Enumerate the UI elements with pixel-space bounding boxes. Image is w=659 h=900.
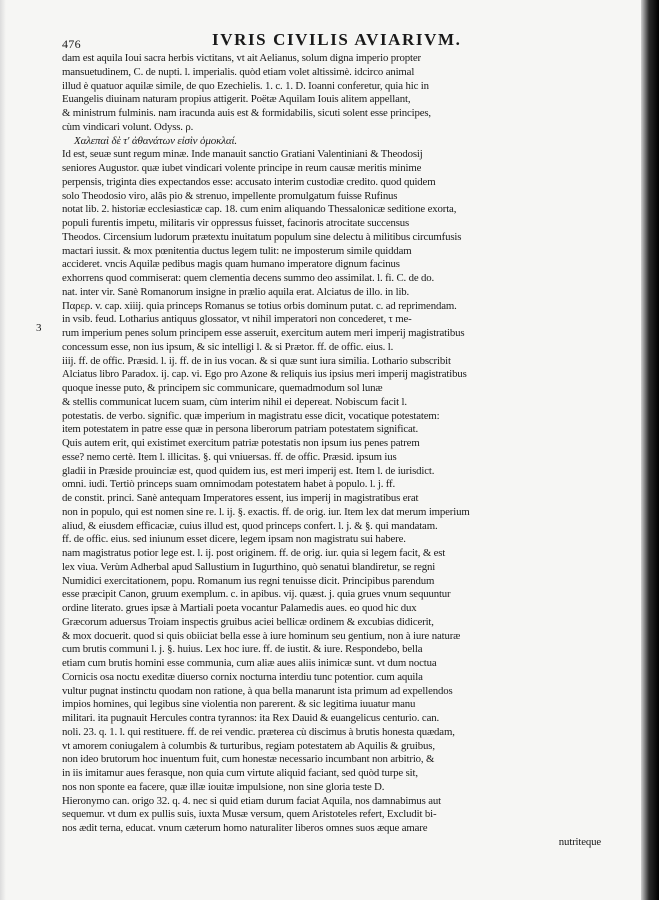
text-line: accideret. vncis Aquilæ pedibus magis quam humano imperatore dignum facinus: [62, 258, 400, 271]
text-line: gladii in Præside prouinciæ est, quod quidem ius, est meri imperij est. Item l. de iurisdict.: [62, 464, 435, 477]
text-line: quoque inesse puto, & principem sic communicare, quemadmodum sol lunæ: [62, 382, 383, 394]
text-line: nos ædit terna, educat. vnum cæterum homo naturaliter liberos omnes suos æque amare: [62, 822, 428, 834]
text-line: nos non sponte ea facere, quæ illæ iouitæ impulsione, non sine gloria teste D.: [62, 780, 385, 793]
text-line: nam magistratus potior lege est. l. ij. post originem. ff. de orig. iur. quia si legem facit, & est: [62, 547, 446, 559]
text-line: Παρερ. v. cap. xiiij. quia princeps Romanus se totius orbis dominum putat. c. ad reprimendam.: [62, 299, 457, 312]
text-line: potestatis. de verbo. signific. quæ imperium in magistratu esse dicit, vocatique potestatem:: [62, 409, 440, 422]
text-line: omni. iudi. Tertiò princeps suam omnimodam potestatem habet à populo. l. j. ff.: [62, 478, 396, 491]
text-line: noli. 23. q. 1. l. qui restituere. ff. de rei vendic. præterea cù discimus à brutis honesta quædam,: [62, 725, 455, 738]
text-line: exhorrens quod commiserat: quem clementia decens summo deo assimilat. l. fi. C. de do.: [62, 272, 435, 284]
text-line: perpensis, triginta dies expectandos esse: accusato interim custodiæ credito. quod quidem: [62, 175, 436, 188]
text-line: Euangelis diuinam naturam propius attigerit. Poëtæ Aquilam Iouis alitem appellant,: [62, 93, 411, 106]
text-line: cùm vindicari volunt. Odyss. ρ.: [62, 120, 194, 133]
text-line: illud è quatuor aquilæ simile, de quo Ezechielis. 1. c. 1. D. Ioanni conferetur, quia hic in: [62, 79, 429, 92]
text-line: & ministrum fulminis. nam iracunda auis est & formidabilis, sicuti solent esse principes,: [62, 107, 431, 119]
text-line: sequemur. vt dum ex pullis suis, iuxta Musæ versum, quem Aristoteles refert, Excludit bi-: [62, 808, 437, 821]
text-line: cum brutis communi l. j. §. huius. Lex hoc iure. ff. de iustit. & iure. Respondebo, bella: [62, 643, 423, 656]
text-line: nat. inter vir. Sanè Romanorum insigne in prælio aquila erat. Alciatus de illo. in lib.: [62, 285, 410, 298]
text-line: non ideo brutorum hoc inuentum fuit, cum honestæ necessario incumbant non arbitrio, &: [62, 753, 435, 766]
text-line: Alciatus libro Paradox. ij. cap. vi. Ego pro Azone & reliquis ius ipsius meri imperij magistratibus: [62, 368, 467, 381]
text-line: notat lib. 2. historiæ ecclesiasticæ cap. 18. cum enim aliquando Thessalonicæ seditione exorta,: [62, 203, 457, 216]
text-line: in iis imitamur aues ferasque, non quia cum virtute aliquid faciant, sed quòd turpe sit,: [62, 767, 418, 779]
page-header: [62, 30, 607, 52]
text-line: nutriteque: [558, 835, 601, 848]
text-line: ordine literato. grues ipsæ à Martiali poeta vocantur Palamedis aues. eo quod hic dux: [62, 602, 417, 614]
text-line: mansuetudinem, C. de nupti. l. imperialis. quòd etiam volet altissimè. idcirco animal: [62, 65, 415, 78]
text-line: Numidici exercitationem, popu. Romanum ius regni tenuisse dicit. Principibus parendum: [62, 574, 435, 587]
text-line: aliud, & eiusdem efficaciæ, cuius illud est, quod princeps confert. l. j. & §. qui mandatam.: [62, 519, 438, 532]
margin-note: 3: [36, 322, 42, 334]
text-line: populi furentis impetu, militaris vir oppressus fuisset, facinoris atrocitate succensus: [62, 217, 410, 229]
text-line: militari. ita pugnauit Hercules contra tyrannos: ita Rex Dauid & euangelicus centurio. can.: [62, 712, 440, 724]
text-line: vt amorem coniugalem à columbis & turturibus, regiam potestatem ab Aquilis & gruibus,: [62, 739, 435, 752]
text-line: impios homines, qui legibus sine violentia non parerent. & sic legitima iuuatur manu: [62, 698, 416, 711]
body-text: [62, 52, 607, 850]
text-line: solo Theodosio viro, alâs pio & strenuo, impellente promulgatum fuisse Rufinus: [62, 189, 398, 202]
text-line: concessum esse, non ius ipsum, & sic intelligi l. & si Prætor. ff. de offic. eius. l.: [62, 340, 394, 353]
text-line: iiij. ff. de offic. Præsid. l. ij. ff. de in ius vocan. & si quæ sunt iura similia. Lothario subscribit: [62, 354, 451, 367]
text-line: de constit. princi. Sanè antequam Imperatores essent, ius imperij in magistratibus erat: [62, 492, 419, 504]
text-line: esse? nemo certè. Item l. illicitas. §. qui vniuersas. ff. de offic. Præsid. ipsum ius: [62, 450, 397, 463]
text-line: non in populo, qui est nomen sine re. l. ij. §. exactis. ff. de orig. iur. Item lex dat merum imperium: [62, 505, 470, 518]
text-line: dam est aquila Ioui sacra herbis victitans, vt ait Aelianus, solum digna imperio propter: [62, 52, 421, 64]
text-line: vultur pugnat instinctu quodam non ratione, à qua bella manarunt ista primum ad expellendos: [62, 684, 453, 697]
text-line: esse præcipit Canon, gruum exemplum. c. in apibus. vij. quæst. j. quia grues vnum sequuntur: [62, 588, 451, 601]
text-line: & mox docuerit. quod si quis obiiciat bella esse à iure hominum seu gentium, non à iure naturæ: [62, 629, 461, 642]
greek-quotation-line: Χαλεπαὶ δὲ τ' ἀθανάτων εἰσὶν ὁμοκλαί.: [74, 134, 237, 147]
text-line: mactari iussit. & mox pœnitentia ductus legem tulit: ne imposterum simile quiddam: [62, 244, 412, 257]
text-line: Cornicis osa noctu exeditæ diuerso cornix nocturna interdiu tunc potentior. cum aquila: [62, 670, 423, 683]
running-head: IVRIS CIVILIS AVIARIVM.: [212, 30, 462, 49]
text-line: item potestatem in patre esse quæ in persona liberorum patriam potestatem significat.: [62, 423, 419, 436]
text-line: ff. de offic. eius. sed iniunum esset dicere, legem ipsam non magistratu sui habere.: [62, 533, 406, 546]
text-line: in vsib. feud. Lotharius antiquus glossator, vt nihil imperatori non concederet, τ me-: [62, 313, 412, 326]
text-line: rum imperium penes solum principem esse asseruit, exercitum autem meri imperij magistratibus: [62, 327, 465, 339]
text-line: etiam cum brutis homini esse communia, cum aliæ aues aliis inimicæ sunt. vt dum noctua: [62, 657, 437, 669]
text-line: lex viua. Verùm Adherbal apud Sallustium in Iugurthino, quò senatui blandiretur, se regni: [62, 560, 436, 573]
text-line: Theodos. Circensium ludorum prætextu inuitatum populum sine delectu à militibus circumfusis: [62, 230, 462, 243]
text-line: & stellis communicat lucem suam, cùm interim nihil ei depereat. Nobiscum facit l.: [62, 395, 407, 408]
text-line: seniores Augustor. quæ iubet vindicari volente principe in reum causæ meritis minime: [62, 162, 422, 174]
book-gutter-shadow: [641, 0, 659, 900]
text-line: Id est, seuæ sunt regum minæ. Inde manauit sanctio Gratiani Valentiniani & Theodosij: [62, 148, 423, 161]
text-line: Hieronymo can. origo 32. q. 4. nec si quid etiam durum faciat Aquila, nos damnabimus aut: [62, 794, 442, 807]
text-line: Græcorum aduersus Troiam inspectis gruibus aciei bellicæ ordinem & excubias didicerit,: [62, 615, 434, 628]
text-line: Quis autem erit, qui existimet exercitum patriæ potestatis non ipsum ius penes patrem: [62, 437, 420, 449]
page-number: 476: [62, 37, 81, 51]
page-left-edge: [0, 0, 6, 900]
